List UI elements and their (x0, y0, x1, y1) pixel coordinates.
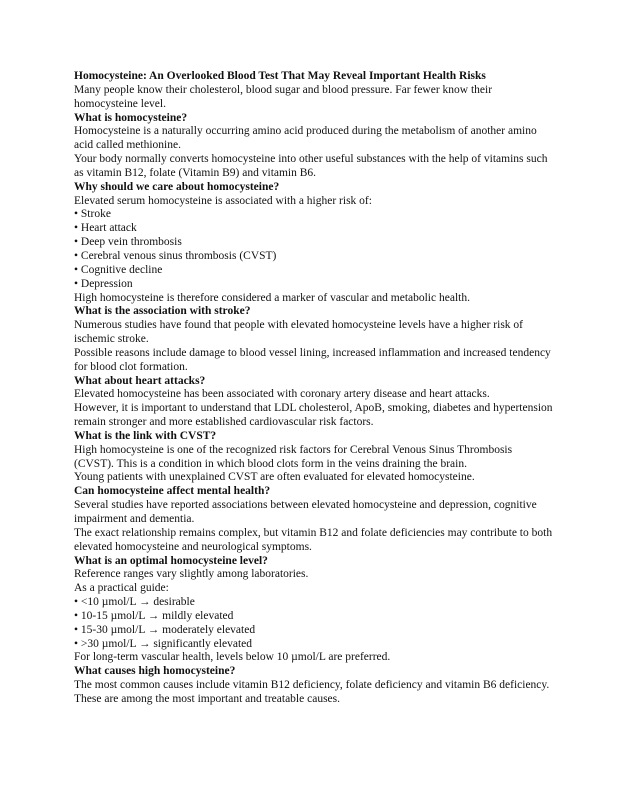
list-item: • 15-30 µmol/L → moderately elevated (74, 623, 256, 636)
paragraph: However, it is important to understand that LDL cholesterol, ApoB, smoking, diabetes and hypertension remain stronger and more established cardiovascular risk factors. (74, 402, 553, 429)
paragraph: As a practical guide: (74, 582, 169, 595)
paragraph: High homocysteine is therefore considered a marker of vascular and metabolic health. (74, 291, 470, 304)
section-heading: What is an optimal homocysteine level? (74, 554, 268, 567)
list-item: • <10 µmol/L → desirable (74, 596, 195, 609)
section-heading: What is the link with CVST? (74, 429, 217, 442)
list-item: • >30 µmol/L → significantly elevated (74, 637, 252, 650)
document-title: Homocysteine: An Overlooked Blood Test That May Reveal Important Health Risks (74, 70, 486, 82)
section-heading: What is the association with stroke? (74, 305, 251, 318)
section-heading: Can homocysteine affect mental health? (74, 485, 271, 498)
paragraph: Homocysteine is a naturally occurring amino acid produced during the metabolism of another amino acid called methionine. (74, 125, 537, 152)
paragraph: The most common causes include vitamin B12 deficiency, folate deficiency and vitamin B6 deficiency. These are among the most important and treatable causes. (74, 679, 550, 705)
risk-list (74, 208, 554, 291)
section-heading: What causes high homocysteine? (74, 665, 236, 678)
paragraph: Several studies have reported associations between elevated homocysteine and depression, cognitive impairment and dementia. (74, 499, 537, 525)
list-item: • Depression (74, 277, 133, 290)
paragraph: Elevated homocysteine has been associated with coronary artery disease and heart attacks. (74, 388, 490, 401)
paragraph: The exact relationship remains complex, but vitamin B12 and folate deficiencies may contribute to both elevated homocysteine and neurological symptoms. (74, 526, 553, 553)
paragraph: Possible reasons include damage to blood vessel lining, increased inflammation and increased tendency for blood clot formation. (74, 346, 551, 373)
paragraph: Your body normally converts homocysteine into other useful substances with the help of vitamins such as vitamin B12, folate (Vitamin B9) and vitamin B6. (74, 153, 548, 179)
intro-paragraph: Many people know their cholesterol, blood sugar and blood pressure. Far fewer know their homocysteine level. (74, 83, 493, 110)
section-heading: Why should we care about homocysteine? (74, 180, 280, 193)
paragraph: For long-term vascular health, levels below 10 µmol/L are preferred. (74, 651, 391, 664)
list-item: • Cognitive decline (74, 263, 163, 276)
section-heading: What is homocysteine? (74, 111, 188, 124)
reference-range-list (74, 596, 554, 651)
list-item: • 10-15 µmol/L → mildly elevated (74, 609, 234, 622)
section-heading: What about heart attacks? (74, 374, 206, 387)
list-item: • Deep vein thrombosis (74, 236, 182, 249)
paragraph: Young patients with unexplained CVST are often evaluated for elevated homocysteine. (74, 471, 475, 484)
document-body (74, 70, 554, 707)
list-item: • Cerebral venous sinus thrombosis (CVST) (74, 249, 277, 262)
list-item: • Stroke (74, 208, 111, 221)
list-item: • Heart attack (74, 222, 137, 235)
paragraph: Numerous studies have found that people with elevated homocysteine levels have a higher risk of ischemic stroke. (74, 319, 524, 346)
paragraph: Reference ranges vary slightly among laboratories. (74, 568, 309, 581)
paragraph: High homocysteine is one of the recognized risk factors for Cerebral Venous Sinus Thrombosis (CVST). This is a condition in which blood clots form in the veins draining the brain. (74, 443, 513, 470)
paragraph: Elevated serum homocysteine is associated with a higher risk of: (74, 194, 372, 207)
